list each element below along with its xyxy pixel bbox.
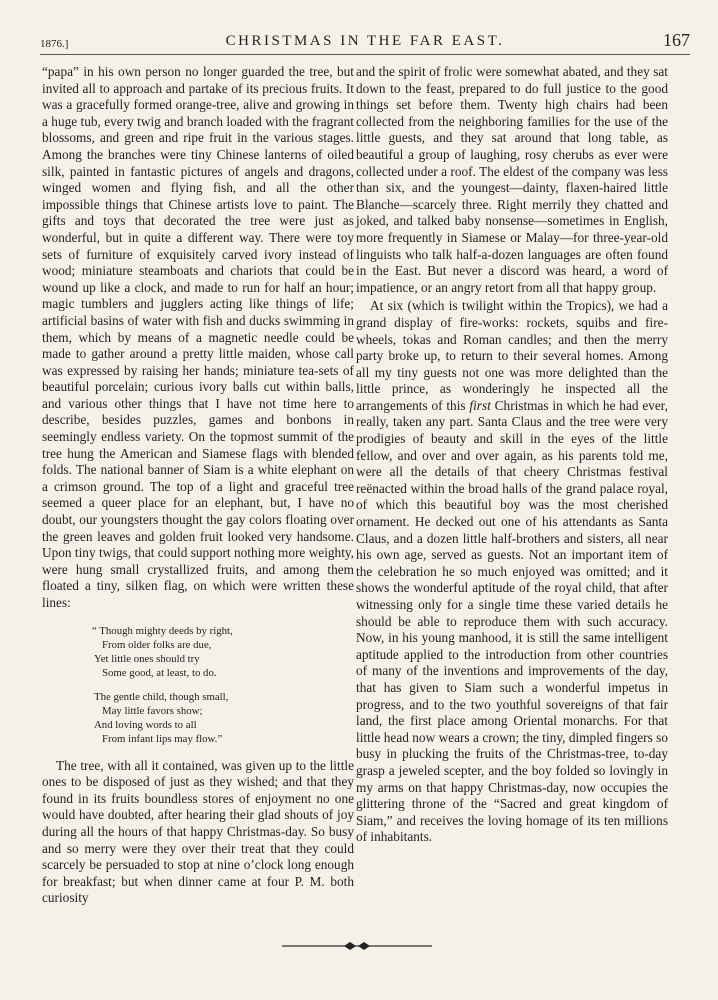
poem-stanza — [92, 690, 354, 746]
header-title: CHRISTMAS IN THE FAR EAST. — [225, 33, 505, 49]
paragraph: The tree, with all it contained, was given up to the little ones to be disposed of just as they wished; and that they found in its fruits boundless stores of enjoyment no one would have doubted, after hearing their glad shouts of joy during all the hours of that happy Christmas-day. So busy and so merry were they over their treat that they could scarcely be persuaded to stop at nine o’clock long enough for breakfast; but when dinner came at four P. M. both curiosity — [42, 757, 354, 906]
left-column — [42, 64, 354, 909]
poem-stanza — [92, 624, 354, 680]
poem-line: Yet little ones should try — [94, 652, 200, 665]
poem-line: Some good, at least, to do. — [102, 666, 217, 679]
poem-line: May little favors show; — [102, 704, 203, 717]
paragraph — [356, 298, 668, 846]
paragraph: “papa” in his own person no longer guarded the tree, but invited all to approach and partake of its precious fruits. It was a gracefully formed orange-tree, alive and growing in a huge tub, every twig and branch loaded with the fragrant blossoms, and green and ripe fruit in the various stages. Among the branches were tiny Chinese lanterns of oiled silk, painted in fantastic pictures of angels and dragons, winged women and flying fish, and all the other impossible things that Chinese artists love to paint. The gifts and toys that decorated the tree were just as wonderful, but in quite a different way. There were toy sets of furniture of exquisitely carved ivory instead of wood; miniature steamboats and chariots that could be wound up like a clock, and made to run for half an hour; magic tumblers and jugglers acting like things of life; artificial basins of water with fish and ducks swimming in them, which by means of a magnetic needle could be made to gather around a pretty little maiden, whose call was expressed by raising her hands; miniature tea-sets of beautiful porcelain; curious ivory balls cut within balls, and various other things that I have not time here to describe, besides puzzles, games and bonbons in seemingly endless variety. On the topmost summit of the tree hung the American and Siamese flags with blended folds. The national banner of Siam is a white elephant on a crimson ground. The top of a light and graceful tree seemed a queer place for an elephant, but, I have no doubt, our youngsters thought the gay colors floating over the green leaves and golden fruit looked very handsome. Upon tiny twigs, that could support nothing more weighty, were hung small crystallized fruits, and among them floated a tiny, silken flag, on which were written these lines: — [42, 64, 354, 610]
poem-line: And loving words to all — [94, 718, 197, 731]
paragraph-text: At six (which is twilight within the Tropics), we had a grand display of fire-works: rockets, squibs and fire-wheels, tokas and Roman candles; and then the merry party broke up, to return to their several homes. Among all my tiny guests not one was more delighted than the little prince, as wonderingly he inspected all the arrangements of this — [356, 298, 668, 413]
running-header — [40, 30, 690, 55]
poem-line: The gentle child, though small, — [94, 690, 229, 703]
poem — [92, 624, 354, 746]
poem-line: From infant lips may flow.” — [102, 732, 223, 745]
poem-line: From older folks are due, — [102, 638, 212, 651]
paragraph: and the spirit of frolic were somewhat abated, and they sat down to the feast, prepared to do full justice to the good things set before them. Twenty high chairs had been collected from the neighboring families for the use of the little guests, and they sat around that long table, as beautiful a group of laughing, rosy cherubs as ever were collected under a roof. The eldest of the company was less than six, and the youngest—dainty, flaxen-haired little Blanche—scarcely three. Right merrily they chatted and joked, and talked baby nonsense—sometimes in English, more frequently in Siamese or Malay—for three-year-old linguists who talk half-a-dozen languages are often found in the East. But never a discord was heard, a word of impatience, or an angry retort from all that happy group. — [356, 64, 668, 295]
paragraph-text: Christmas in which he had ever, really, taken any part. Santa Claus and the tree were very prodigies of beauty and skill in the eyes of the little fellow, and over and over again, as his parents told me, were all the details of that cheery Christmas festival reënacted within the broad halls of the grand palace royal, of which this beautiful boy was the most cherished ornament. He decked out one of his attendants as Santa Claus, and a dozen little half-brothers and sisters, all near his own age, served as guests. Not an important item of the celebration he so much enjoyed was omitted; and it shows the wonderful aptitude of the royal child, that after witnessing only for a single time these varied details he should be able to reproduce them with such accuracy. Now, in his young manhood, it is still the same intelligent aptitude applied to the introduction from other countries of many of the inventions and improvements of the day, that has given to Siam such a wonderful impetus in progress, and to the two youthful sovereigns of that fair land, the first place among Oriental monarchs. For that little head now wears a crown; the tiny, dimpled fingers so busy in plucking the fruits of the Christmas-tree, to-day grasp a jeweled scepter, and the boy folded so lovingly in my arms on that happy Christmas-day, now occupies the glittering throne of the “Sacred and great kingdom of Siam,” and receives the loving homage of its ten millions of inhabitants. — [356, 397, 668, 845]
page-number: 167 — [663, 30, 690, 50]
poem-line: “ Though mighty deeds by right, — [92, 624, 233, 637]
end-ornament-icon — [282, 940, 432, 952]
header-year: 1876.] — [40, 38, 69, 50]
right-column — [356, 64, 668, 848]
emphasis-text: first — [469, 397, 491, 413]
